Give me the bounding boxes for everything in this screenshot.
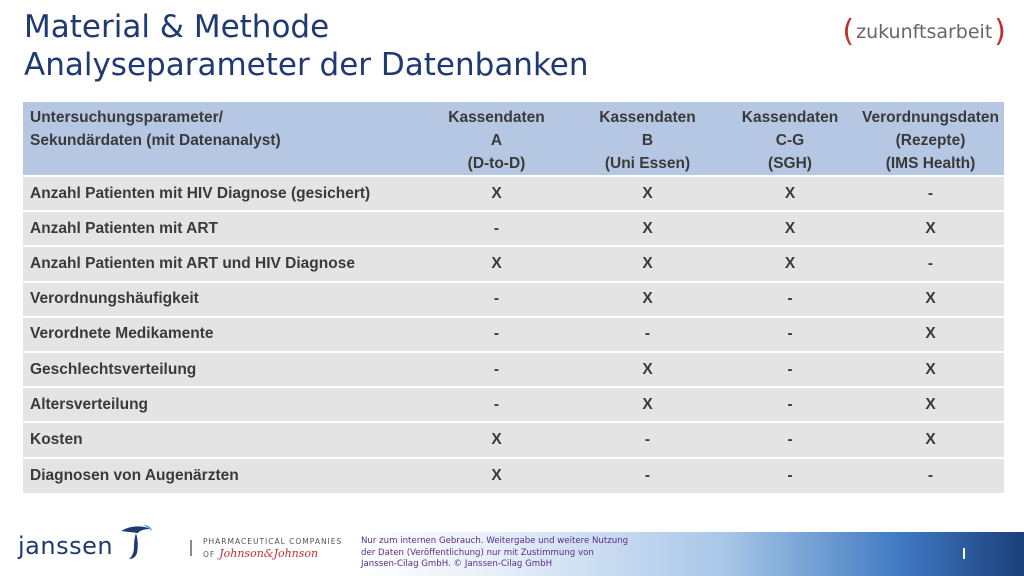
table-row [23,282,1004,317]
notice-line-1: Nur zum internen Gebrauch. Weitergabe und weitere Nutzung [361,536,629,546]
cell-c-g: - [723,422,857,457]
cell-b: - [572,422,723,457]
table-row [23,246,1004,281]
cell-c-g: - [723,387,857,422]
cell-c-g: - [723,458,857,493]
brand-word: zukunftsarbeit [856,21,993,43]
header-cg-line-2: C-G [775,132,805,149]
cell-a: X [421,458,572,493]
cell-verordnung: X [857,211,1004,246]
cell-c-g: - [723,317,857,352]
cell-a: - [421,317,572,352]
title-line-1: Material & Methode [24,9,330,45]
pharma-companies-logo [203,536,342,562]
header-verordnungsdaten [857,102,1004,176]
row-label: Kosten [23,422,421,457]
header-a-line-2: A [490,132,503,149]
cell-a: - [421,352,572,387]
header-b-line-2: B [641,132,654,149]
cell-a: X [421,422,572,457]
cell-b: - [572,317,723,352]
header-vd-line-3: (IMS Health) [885,155,976,172]
header-cg-line-1: Kassendaten [741,109,839,126]
cell-b: - [572,458,723,493]
notice-line-2: der Daten (Veröffentlichung) nur mit Zustimmung von [361,547,594,558]
cell-verordnung: - [857,176,1004,211]
header-kassendaten-a [421,102,572,176]
header-vd-line-2: (Rezepte) [895,132,966,149]
cell-c-g: X [723,246,857,281]
cell-a: - [421,211,572,246]
zukunftsarbeit-logo [842,14,1006,50]
cell-a: - [421,387,572,422]
header-parameter [23,102,421,176]
page-marker [963,548,965,559]
table-row [23,387,1004,422]
cell-verordnung: X [857,422,1004,457]
row-label: Altersverteilung [23,387,421,422]
pharma-line-1: PHARMACEUTICAL COMPANIES [203,537,343,546]
header-a-line-3: (D-to-D) [467,155,526,172]
cell-verordnung: X [857,282,1004,317]
cell-a: X [421,176,572,211]
header-b-line-1: Kassendaten [599,109,696,126]
brand-paren-close: ) [994,14,1006,49]
row-label: Verordnete Medikamente [23,317,421,352]
cell-c-g: X [723,176,857,211]
table-row [23,176,1004,211]
row-label: Geschlechtsverteilung [23,352,421,387]
cell-verordnung: - [857,458,1004,493]
usage-notice [361,536,651,571]
cell-verordnung: - [857,246,1004,281]
pharma-line-2 [203,547,342,562]
cell-verordnung: X [857,352,1004,387]
header-kassendaten-b [572,102,723,176]
row-label: Anzahl Patienten mit ART [23,211,421,246]
header-parameter-line-1: Untersuchungsparameter/ [30,109,223,126]
cell-b: X [572,387,723,422]
janssen-mark-icon [119,521,153,566]
header-vd-line-1: Verordnungsdaten [862,109,999,126]
header-cg-line-3: (SGH) [768,155,812,172]
cell-b: X [572,211,723,246]
cell-verordnung: X [857,317,1004,352]
cell-c-g: - [723,282,857,317]
cell-b: X [572,282,723,317]
table-row [23,458,1004,493]
analysis-parameter-table [23,102,1004,493]
table-row [23,352,1004,387]
table-row [23,211,1004,246]
header-a-line-1: Kassendaten [448,109,545,126]
cell-a: - [421,282,572,317]
row-label: Anzahl Patienten mit HIV Diagnose (gesichert) [23,176,421,211]
pharma-prefix: OF [203,550,216,559]
cell-a: X [421,246,572,281]
cell-verordnung: X [857,387,1004,422]
janssen-logo [18,528,153,564]
cell-c-g: X [723,211,857,246]
cell-b: X [572,246,723,281]
header-b-line-3: (Uni Essen) [604,155,691,172]
table-header-row [23,102,1004,176]
cell-b: X [572,176,723,211]
cell-b: X [572,352,723,387]
notice-line-3: Janssen-Cilag GmbH. © Janssen-Cilag GmbH [361,559,553,569]
table-row [23,422,1004,457]
row-label: Diagnosen von Augenärzten [23,458,421,493]
row-label: Anzahl Patienten mit ART und HIV Diagnose [23,246,421,281]
janssen-wordmark: janssen [18,532,114,560]
cell-c-g: - [723,352,857,387]
title-line-2: Analyseparameter der Datenbanken [24,47,589,83]
brand-paren-open: ( [842,14,855,49]
header-parameter-line-2: Sekundärdaten (mit Datenanalyst) [30,132,281,149]
slide-title [24,8,589,84]
jnj-brand: Johnson&Johnson [219,547,319,560]
table-row [23,317,1004,352]
footer-divider [190,540,192,556]
row-label: Verordnungshäufigkeit [23,282,421,317]
header-kassendaten-c-g [723,102,857,176]
